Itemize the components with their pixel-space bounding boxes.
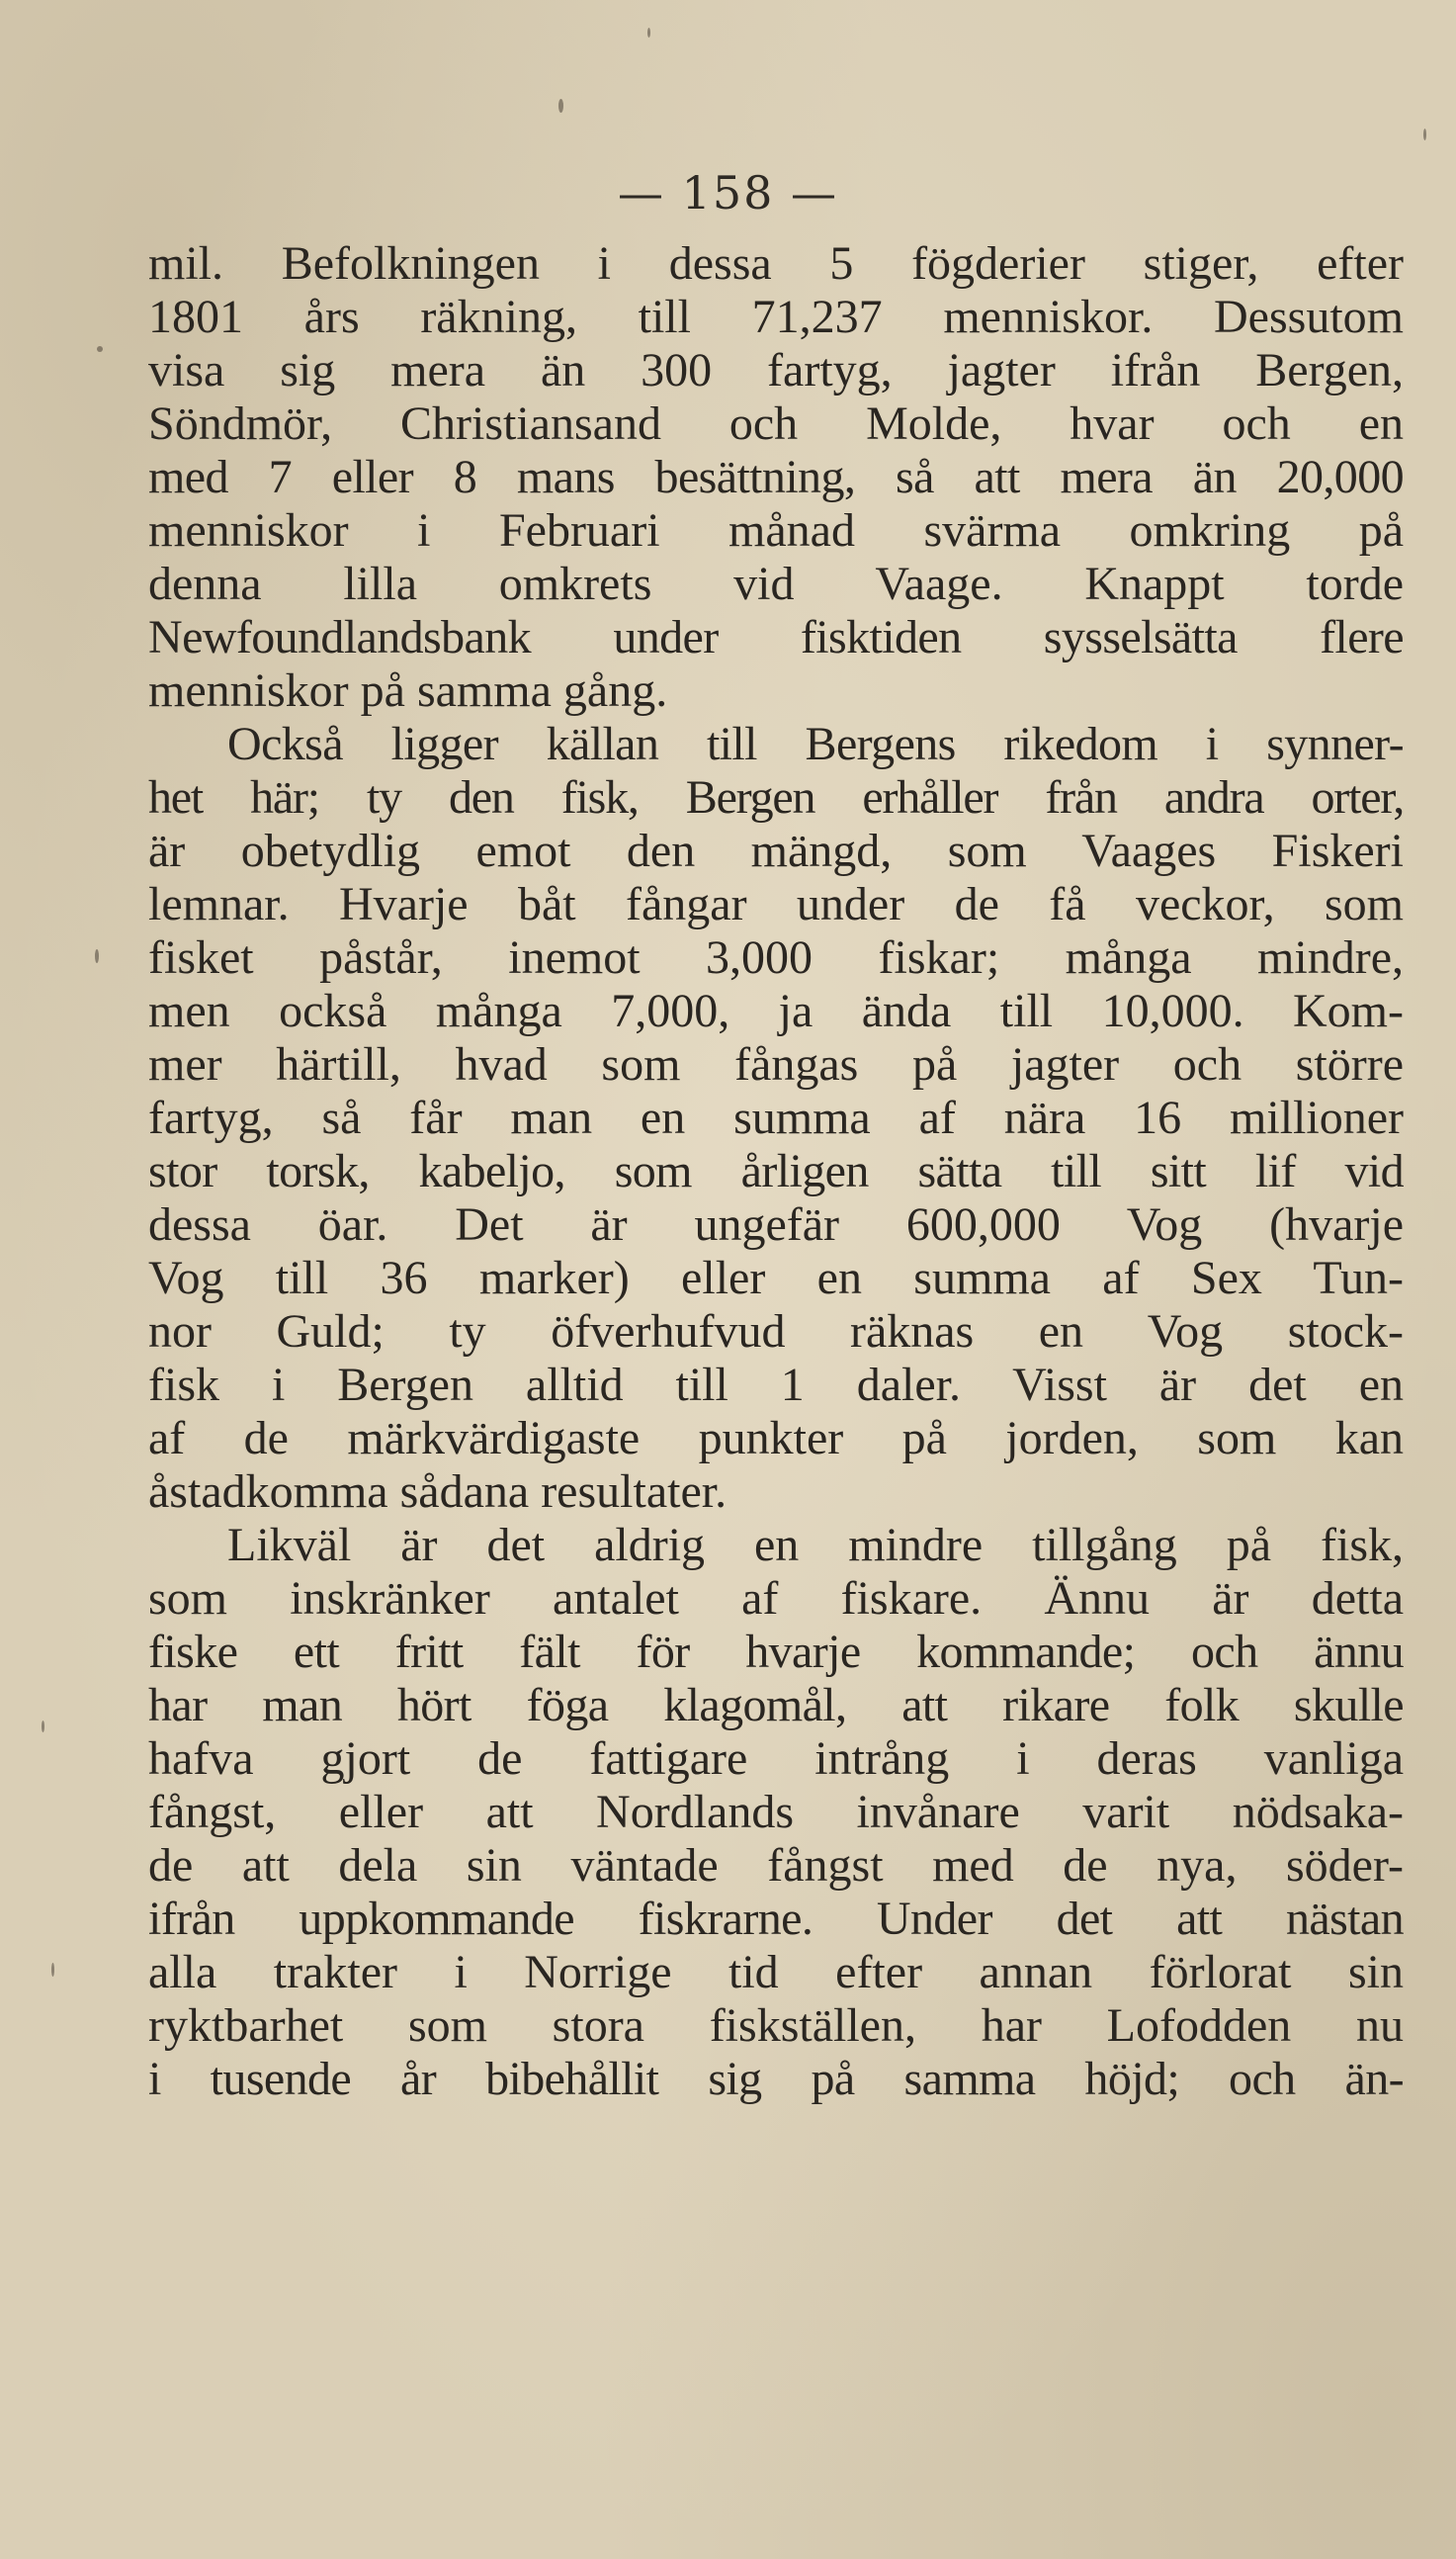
ink-speck bbox=[558, 99, 563, 113]
text-line: nor Guld; ty öfverhufvud räknas en Vog stock- bbox=[148, 1305, 1404, 1358]
text-line: Vog till 36 marker) eller en summa af Sex Tun- bbox=[148, 1252, 1404, 1304]
text-line: har man hört föga klagomål, att rikare folk skulle bbox=[148, 1679, 1404, 1731]
text-line: af de märkvärdigaste punkter på jorden, som kan bbox=[148, 1412, 1404, 1464]
text-line: men också många 7,000, ja ända till 10,000. Kom- bbox=[148, 985, 1404, 1037]
text-line: dessa öar. Det är ungefär 600,000 Vog (hvarje bbox=[148, 1198, 1404, 1251]
text-line: menniskor på samma gång. bbox=[148, 664, 668, 717]
ink-speck bbox=[95, 949, 99, 963]
text-line: Också ligger källan till Bergens rikedom i synner- bbox=[227, 718, 1404, 770]
text-line: fisk i Bergen alltid till 1 daler. Visst är det en bbox=[148, 1359, 1404, 1411]
text-line: alla trakter i Norrige tid efter annan förlorat sin bbox=[148, 1946, 1404, 1998]
text-line: med 7 eller 8 mans besättning, så att mera än 20,000 bbox=[148, 451, 1404, 503]
text-line: hafva gjort de fattigare intrång i deras vanliga bbox=[148, 1732, 1404, 1785]
body-text bbox=[148, 237, 1404, 2106]
text-line: menniskor i Februari månad svärma omkring på bbox=[148, 504, 1404, 557]
text-line: mer härtill, hvad som fångas på jagter och större bbox=[148, 1038, 1404, 1091]
text-line: ryktbarhet som stora fiskställen, har Lofodden nu bbox=[148, 1999, 1404, 2052]
page-number: — 158 — bbox=[617, 166, 839, 220]
ink-speck bbox=[1423, 129, 1426, 140]
text-line: visa sig mera än 300 fartyg, jagter ifrån Bergen, bbox=[148, 344, 1404, 397]
text-line: fartyg, så får man en summa af nära 16 millioner bbox=[148, 1092, 1404, 1144]
text-line: som inskränker antalet af fiskare. Ännu är detta bbox=[148, 1572, 1404, 1625]
text-line: lemnar. Hvarje båt fångar under de få veckor, som bbox=[148, 878, 1404, 930]
text-line: Söndmör, Christiansand och Molde, hvar och en bbox=[148, 397, 1404, 450]
text-line: i tusende år bibehållit sig på samma höjd; och än- bbox=[148, 2053, 1404, 2105]
text-line: mil. Befolkningen i dessa 5 fögderier stiger, efter bbox=[148, 237, 1404, 290]
ink-speck bbox=[51, 1963, 54, 1977]
text-line: het här; ty den fisk, Bergen erhåller från andra orter, bbox=[148, 771, 1404, 824]
ink-speck bbox=[97, 346, 103, 352]
text-line: 1801 års räkning, till 71,237 menniskor. Dessutom bbox=[148, 291, 1404, 343]
text-line: denna lilla omkrets vid Vaage. Knappt torde bbox=[148, 558, 1404, 610]
ink-speck bbox=[42, 1721, 44, 1732]
ink-speck bbox=[647, 28, 650, 38]
text-line: åstadkomma sådana resultater. bbox=[148, 1465, 728, 1518]
text-line: ifrån uppkommande fiskrarne. Under det att nästan bbox=[148, 1893, 1404, 1945]
text-line: de att dela sin väntade fångst med de nya, söder- bbox=[148, 1839, 1404, 1892]
text-line: fångst, eller att Nordlands invånare varit nödsaka- bbox=[148, 1786, 1404, 1838]
text-line: stor torsk, kabeljo, som årligen sätta till sitt lif vid bbox=[148, 1145, 1404, 1197]
text-line: är obetydlig emot den mängd, som Vaages Fiskeri bbox=[148, 825, 1404, 877]
text-line: Newfoundlandsbank under fisktiden sysselsätta flere bbox=[148, 611, 1404, 663]
text-line: fisket påstår, inemot 3,000 fiskar; många mindre, bbox=[148, 931, 1404, 984]
text-line: fiske ett fritt fält för hvarje kommande; och ännu bbox=[148, 1626, 1404, 1678]
text-line: Likväl är det aldrig en mindre tillgång på fisk, bbox=[227, 1519, 1404, 1571]
